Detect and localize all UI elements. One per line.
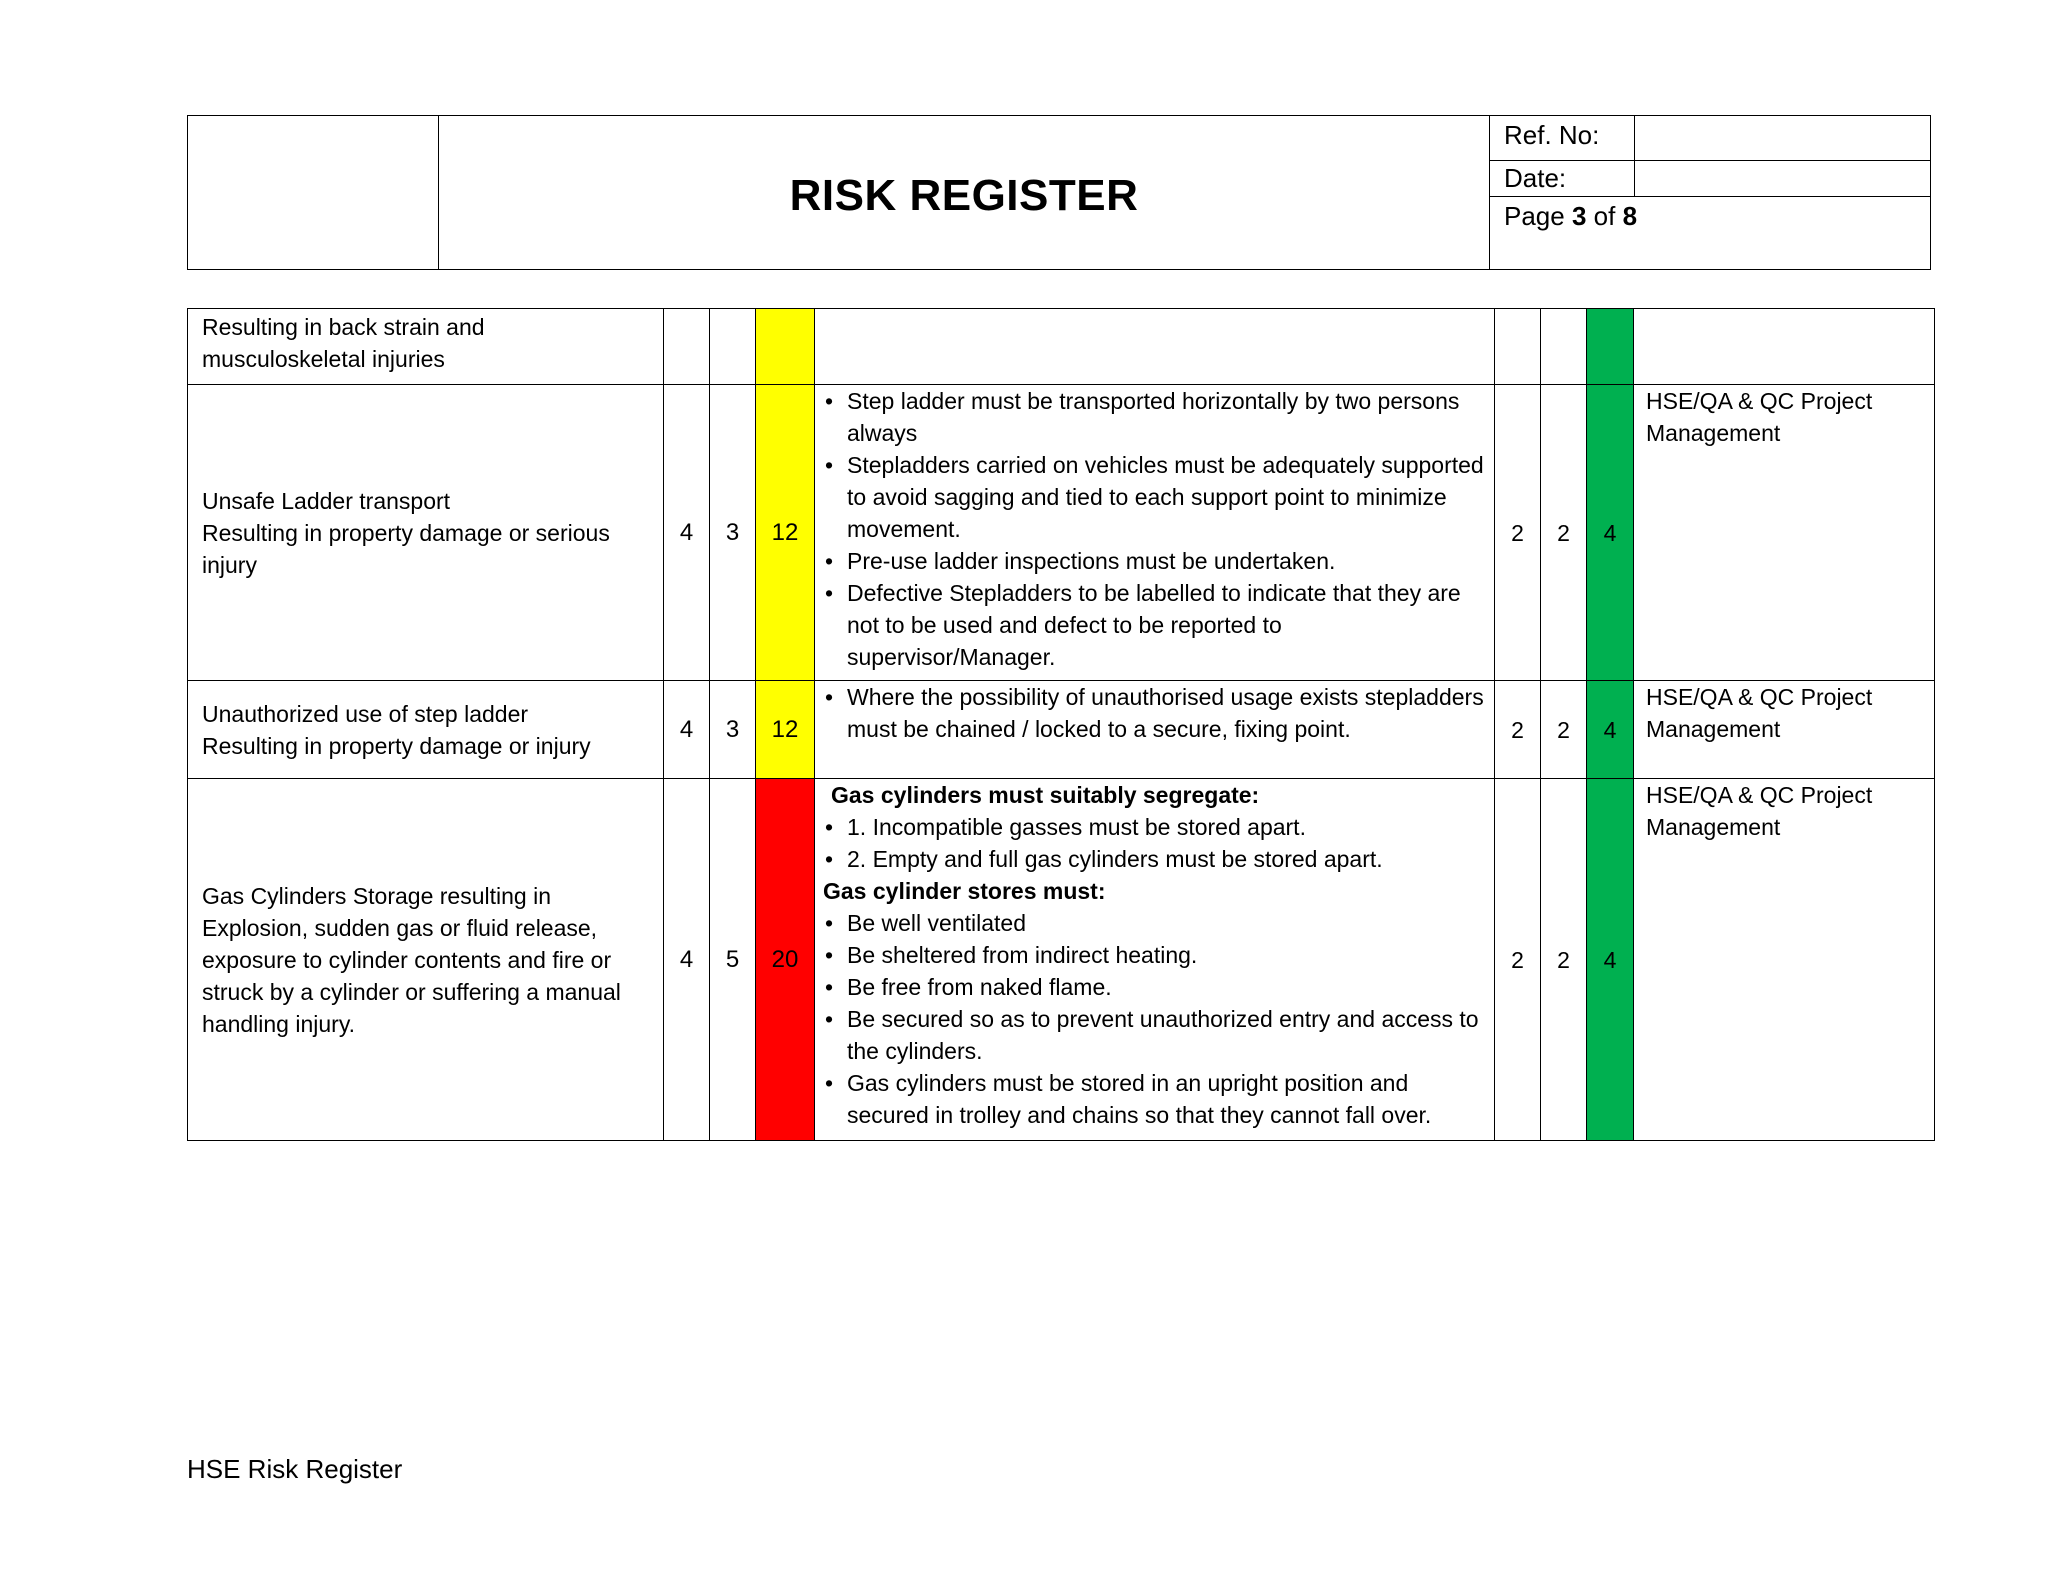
- residual-likelihood-cell: 2: [1495, 779, 1541, 1141]
- ref-no-label: Ref. No:: [1490, 116, 1635, 161]
- control-item: • Where the possibility of unauthorised usage exists stepladders must be chained / locked to a secure, fixing point.: [823, 681, 1486, 745]
- table-row: [188, 779, 1935, 1141]
- document-header: [187, 115, 1931, 270]
- meta-cell: [1490, 116, 1931, 270]
- residual-severity-cell: 2: [1541, 779, 1587, 1141]
- residual-risk-cell: 4: [1587, 681, 1634, 779]
- hazard-line: Unsafe Ladder transport: [202, 487, 451, 514]
- residual-severity-cell: 2: [1541, 385, 1587, 681]
- hazard-line: Resulting in property damage or injury: [202, 732, 591, 759]
- residual-severity-cell: 2: [1541, 681, 1587, 779]
- control-measures-cell: [815, 309, 1495, 385]
- severity-cell: 3: [710, 681, 756, 779]
- risk-rating-cell: 12: [756, 385, 815, 681]
- table-row: [188, 681, 1935, 779]
- control-item: • Be sheltered from indirect heating.: [823, 939, 1486, 971]
- residual-risk-cell: 4: [1587, 385, 1634, 681]
- responsible-party-cell: HSE/QA & QC Project Management: [1634, 385, 1935, 681]
- likelihood-cell: 4: [664, 385, 710, 681]
- control-item: • Pre-use ladder inspections must be undertaken.: [823, 545, 1486, 577]
- likelihood-cell: 4: [664, 779, 710, 1141]
- responsible-party-cell: HSE/QA & QC Project Management: [1634, 681, 1935, 779]
- likelihood-cell: [664, 309, 710, 385]
- risk-rating-cell: 12: [756, 681, 815, 779]
- date-value: [1635, 161, 1931, 197]
- hazard-cell: [188, 385, 664, 681]
- footer-text: HSE Risk Register: [187, 1454, 403, 1484]
- control-item: • Defective Stepladders to be labelled to indicate that they are not to be used and defect to be reported to supervisor/Manager.: [823, 577, 1486, 673]
- table-row: [188, 385, 1935, 681]
- control-item: • 1. Incompatible gasses must be stored apart.: [823, 811, 1486, 843]
- control-item: • Step ladder must be transported horizontally by two persons always: [823, 385, 1486, 449]
- severity-cell: 3: [710, 385, 756, 681]
- control-item: • Be secured so as to prevent unauthorized entry and access to the cylinders.: [823, 1003, 1486, 1067]
- document-title: RISK REGISTER: [789, 170, 1139, 220]
- severity-cell: 5: [710, 779, 756, 1141]
- page-total: 8: [1622, 201, 1638, 231]
- hazard-cell: [188, 309, 664, 385]
- control-list: [823, 907, 1486, 1131]
- page-number: [1490, 197, 1930, 270]
- control-item: • Gas cylinders must be stored in an upright position and secured in trolley and chains so that they cannot fall over.: [823, 1067, 1486, 1131]
- responsible-party-cell: [1634, 309, 1935, 385]
- meta-table: [1490, 116, 1930, 269]
- risk-rating-cell: 20: [756, 779, 815, 1141]
- risk-register-table: [187, 308, 1935, 1141]
- control-heading: Gas cylinder stores must:: [823, 878, 1106, 904]
- ref-no-value: [1635, 116, 1931, 161]
- control-measures-cell: [815, 385, 1495, 681]
- date-label: Date:: [1490, 161, 1635, 197]
- logo-cell: [188, 116, 439, 270]
- title-cell: [439, 116, 1490, 270]
- hazard-line: Resulting in property damage or serious injury: [202, 519, 610, 578]
- control-item: • Be well ventilated: [823, 907, 1486, 939]
- hazard-line: Gas Cylinders Storage resulting in Explosion, sudden gas or fluid release, exposure to cylinder contents and fire or struck by a cylinder or suffering a manual handling injury.: [202, 882, 621, 1037]
- hazard-line: Unauthorized use of step ladder: [202, 700, 529, 727]
- hazard-line: musculoskeletal injuries: [202, 346, 445, 372]
- residual-severity-cell: [1541, 309, 1587, 385]
- residual-likelihood-cell: [1495, 309, 1541, 385]
- responsible-party-cell: HSE/QA & QC Project Management: [1634, 779, 1935, 1141]
- risk-register-body: [188, 309, 1935, 1141]
- page-current: 3: [1571, 201, 1587, 231]
- control-item: • Be free from naked flame.: [823, 971, 1486, 1003]
- control-item: • 2. Empty and full gas cylinders must be stored apart.: [823, 843, 1486, 875]
- severity-cell: [710, 309, 756, 385]
- likelihood-cell: 4: [664, 681, 710, 779]
- control-list: [823, 385, 1486, 673]
- control-list: [823, 811, 1486, 875]
- control-measures-cell: [815, 779, 1495, 1141]
- control-heading: Gas cylinders must suitably segregate:: [831, 782, 1260, 808]
- residual-likelihood-cell: 2: [1495, 385, 1541, 681]
- residual-risk-cell: [1587, 309, 1634, 385]
- residual-likelihood-cell: 2: [1495, 681, 1541, 779]
- residual-risk-cell: 4: [1587, 779, 1634, 1141]
- control-measures-cell: [815, 681, 1495, 779]
- control-item: • Stepladders carried on vehicles must be adequately supported to avoid sagging and tied to each support point to minimize movement.: [823, 449, 1486, 545]
- page-of: of: [1586, 201, 1623, 231]
- table-row: [188, 309, 1935, 385]
- hazard-line: Resulting in back strain and: [202, 314, 485, 340]
- page-prefix: Page: [1504, 201, 1572, 231]
- hazard-cell: [188, 681, 664, 779]
- control-list: [823, 681, 1486, 745]
- risk-rating-cell: [756, 309, 815, 385]
- hazard-cell: [188, 779, 664, 1141]
